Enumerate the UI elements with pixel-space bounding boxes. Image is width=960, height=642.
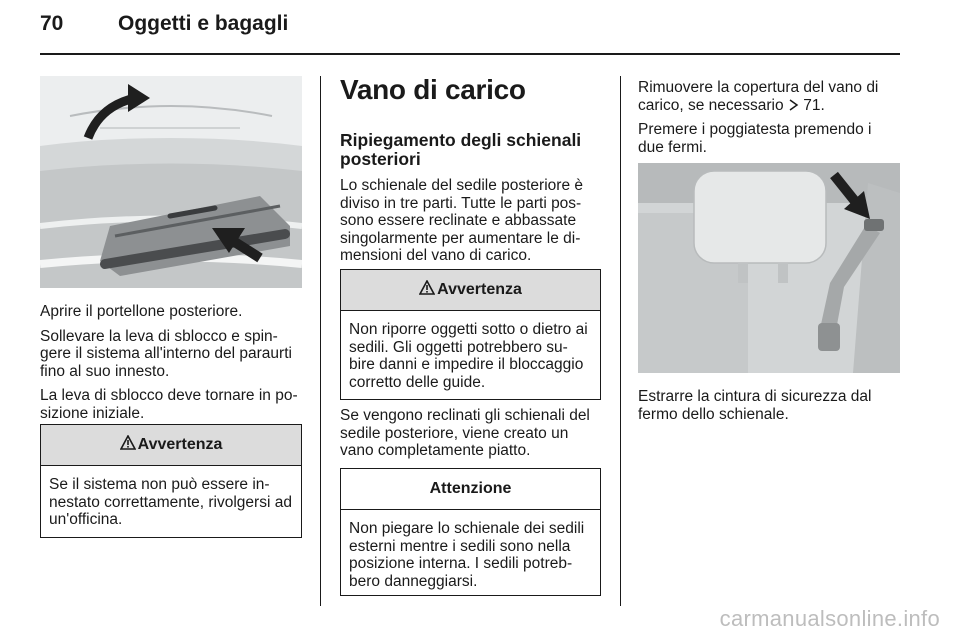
- headrest-instruction: Premere i poggiatesta premendo i due fermi.: [638, 121, 872, 156]
- warning-triangle-icon: [120, 435, 136, 455]
- chapter-title: Oggetti e bagagli: [118, 12, 289, 35]
- seat-description: Lo schienale del sedile posteriore è diviso in tre parti. Tutte le parti pos-sono essere reclinate e abbassate singolarmente per aumentare le di-mensioni del vano di carico.: [340, 177, 583, 264]
- instruction-lever-return: La leva di sblocco deve tornare in po-sizione iniziale.: [40, 387, 298, 422]
- warning-text: Se il sistema non può essere in-nestato correttamente, rivolgersi ad un'officina.: [49, 476, 292, 528]
- column-divider: [320, 76, 321, 606]
- flat-cargo-info: Se vengono reclinati gli schienali del sedile posteriore, viene creato un vano completamente piatto.: [340, 407, 590, 459]
- column-divider: [620, 76, 621, 606]
- column-1-text: [40, 303, 304, 422]
- remove-cover-text: Rimuovere la copertura del vano di carico, se necessario: [638, 79, 879, 114]
- warning-box: [40, 424, 302, 538]
- instruction-lift-lever: Sollevare la leva di sblocco e spin-gere il sistema all'interno del paraurti fino al suo innesto.: [40, 327, 292, 380]
- caution-text: Non piegare lo schienale dei sedili esterni mentre i sedili sono nella posizione interna. I sedili potreb-bero danneggiarsi.: [349, 520, 585, 590]
- column-3-top: [638, 79, 900, 156]
- header-rule: [40, 53, 900, 55]
- subsection-title: Ripiegamento degli schienali posteriori: [340, 130, 582, 169]
- warning-box: [340, 269, 601, 400]
- caution-title: Attenzione: [429, 480, 512, 497]
- warning-title: Avvertenza: [137, 436, 223, 453]
- caution-box: [340, 468, 601, 596]
- seatbelt-instruction: Estrarre la cintura di sicurezza dal fermo dello schienale.: [638, 388, 872, 423]
- remove-cover-instruction: [638, 79, 900, 114]
- warning-header: [41, 425, 301, 466]
- rear-seat-illustration: [638, 163, 900, 373]
- section-title: Vano di carico: [340, 74, 526, 105]
- caution-header: [341, 469, 600, 510]
- warning-title: Avvertenza: [437, 281, 522, 298]
- warning-header: [341, 270, 600, 311]
- page-reference-link[interactable]: 71.: [803, 96, 825, 114]
- warning-triangle-icon: [419, 280, 435, 300]
- instruction-open-tailgate: Aprire il portellone posteriore.: [40, 303, 243, 320]
- page-reference-icon: [788, 97, 803, 114]
- column-2-middle: [340, 407, 604, 460]
- page-number: 70: [40, 12, 64, 35]
- column-3-bottom: [638, 388, 900, 423]
- column-2-intro: [340, 177, 604, 265]
- warning-text: Non riporre oggetti sotto o dietro ai sedili. Gli oggetti potrebbero su-bire danni e impedire il bloccaggio corretto delle guide.: [349, 321, 588, 391]
- tailgate-release-illustration: [40, 76, 302, 288]
- watermark-text: carmanualsonline.info: [719, 606, 940, 631]
